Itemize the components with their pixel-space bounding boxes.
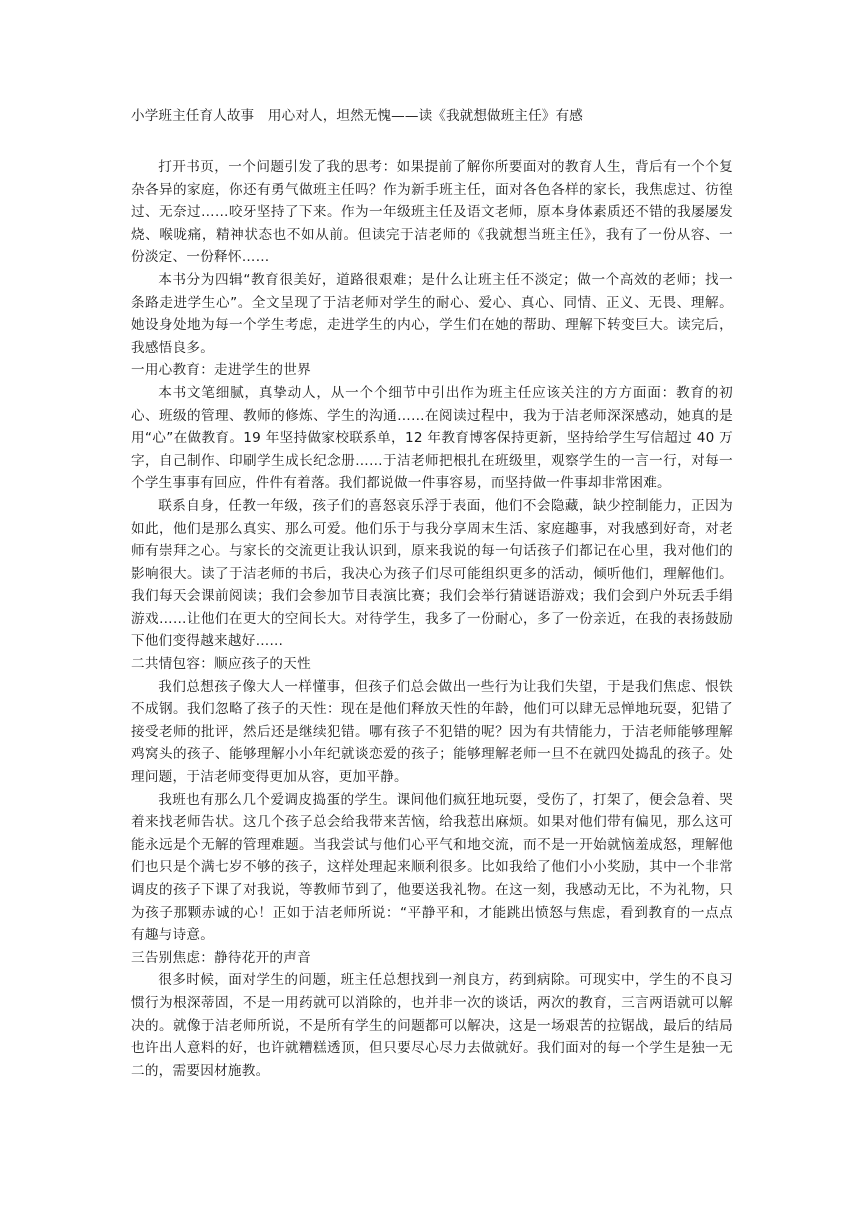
paragraph-section-1a: 本书文笔细腻，真挚动人，从一个个细节中引出作为班主任应该关注的方方面面：教育的初心、班级的管理、教师的修炼、学生的沟通……在阅读过程中，我为于洁老师深深感动，她真的是用“心”在做教育。19 年坚持做家校联系单，12 年教育博客保持更新，坚持给学生写信超过 40 万字，自己制作、印刷学生成长纪念册……于洁老师把根扎在班级里，观察学生的一言一行，对每一个学生事事有回应，件件有着落。我们都说做一件事容易，而坚持做一件事却非常困难。 (131, 384, 733, 492)
paragraph-intro: 打开书页，一个问题引发了我的思考：如果提前了解你所要面对的教育人生，背后有一个个复杂各异的家庭，你还有勇气做班主任吗？作为新手班主任，面对各色各样的家长，我焦虑过、彷徨过、无奈过……咬牙坚持了下来。作为一年级班主任及语文老师，原本身体素质还不错的我屡屡发烧、喉咙痛，精神状态也不如从前。但读完于洁老师的《我就想当班主任》，我有了一份从容、一份淡定、一份释怀…… (131, 159, 733, 266)
paragraph-book-overview: 本书分为四辑“教育很美好，道路很艰难；是什么让班主任不淡定；做一个高效的老师；找一条路走进学生心”。全文呈现了于洁老师对学生的耐心、爱心、真心、同情、正义、无畏、理解。她设身处地为每一个学生考虑，走进学生的内心，学生们在她的帮助、理解下转变巨大。读完后，我感悟良多。 (131, 271, 733, 356)
section-heading-2: 二共情包容：顺应孩子的天性 (131, 656, 311, 673)
paragraph-section-1b: 联系自身，任教一年级，孩子们的喜怒哀乐浮于表面，他们不会隐藏，缺少控制能力，正因为如此，他们是那么真实、那么可爱。他们乐于与我分享周末生活、家庭趣事，对我感到好奇，对老师有崇拜之心。与家长的交流更让我认识到，原来我说的每一句话孩子们都记在心里，我对他们的影响很大。读了于洁老师的书后，我决心为孩子们尽可能组织更多的活动，倾听他们，理解他们。我们每天会课前阅读；我们会参加节目表演比赛；我们会举行猜谜语游戏；我们会到户外玩丢手绢游戏……让他们在更大的空间长大。对待学生，我多了一份耐心，多了一份亲近，在我的表扬鼓励下他们变得越来越好…… (131, 497, 733, 650)
section-heading-1: 一用心教育：走进学生的世界 (131, 362, 311, 379)
paragraph-section-2a: 我们总想孩子像大人一样懂事，但孩子们总会做出一些行为让我们失望，于是我们焦虑、恨铁不成钢。我们忽略了孩子的天性：现在是他们释放天性的年龄，他们可以肆无忌惮地玩耍，犯错了接受老师的批评，然后还是继续犯错。哪有孩子不犯错的呢？因为有共情能力，于洁老师能够理解鸡窝头的孩子、能够理解小小年纪就谈恋爱的孩子；能够理解老师一旦不在就四处捣乱的孩子。处理问题，于洁老师变得更加从容，更加平静。 (131, 678, 733, 786)
paragraph-section-2b: 我班也有那么几个爱调皮捣蛋的学生。课间他们疯狂地玩耍，受伤了，打架了，便会急着、哭着来找老师告状。这几个孩子总会给我带来苦恼，给我惹出麻烦。如果对他们带有偏见，那么这可能永远是个无解的管理难题。当我尝试与他们心平气和地交流，而不是一开始就恼羞成怒，理解他们也只是个满七岁不够的孩子，这样处理起来顺利很多。比如我给了他们小小奖励，其中一个非常调皮的孩子下课了对我说，等教师节到了，他要送我礼物。在这一刻，我感动无比，不为礼物，只为孩子那颗赤诚的心！正如于洁老师所说：“平静平和，才能跳出愤怒与焦虑，看到教育的一点点有趣与诗意。 (131, 791, 733, 944)
section-heading-3: 三告别焦虑：静待花开的声音 (131, 949, 311, 966)
document-body (131, 156, 733, 1082)
document-content (131, 107, 733, 1082)
paragraph-section-3a: 很多时候，面对学生的问题，班主任总想找到一剂良方，药到病除。可现实中，学生的不良习惯行为根深蒂固，不是一用药就可以消除的，也并非一次的谈话，两次的教育，三言两语就可以解决的。就像于洁老师所说，不是所有学生的问题都可以解决，这是一场艰苦的拉锯战，最后的结局也许出人意料的好，也许就糟糕透顶，但只要尽心尽力去做就好。我们面对的每一个学生是独一无二的，需要因材施教。 (131, 972, 733, 1079)
document-title: 小学班主任育人故事 用心对人，坦然无愧——读《我就想做班主任》有感 (131, 108, 583, 124)
